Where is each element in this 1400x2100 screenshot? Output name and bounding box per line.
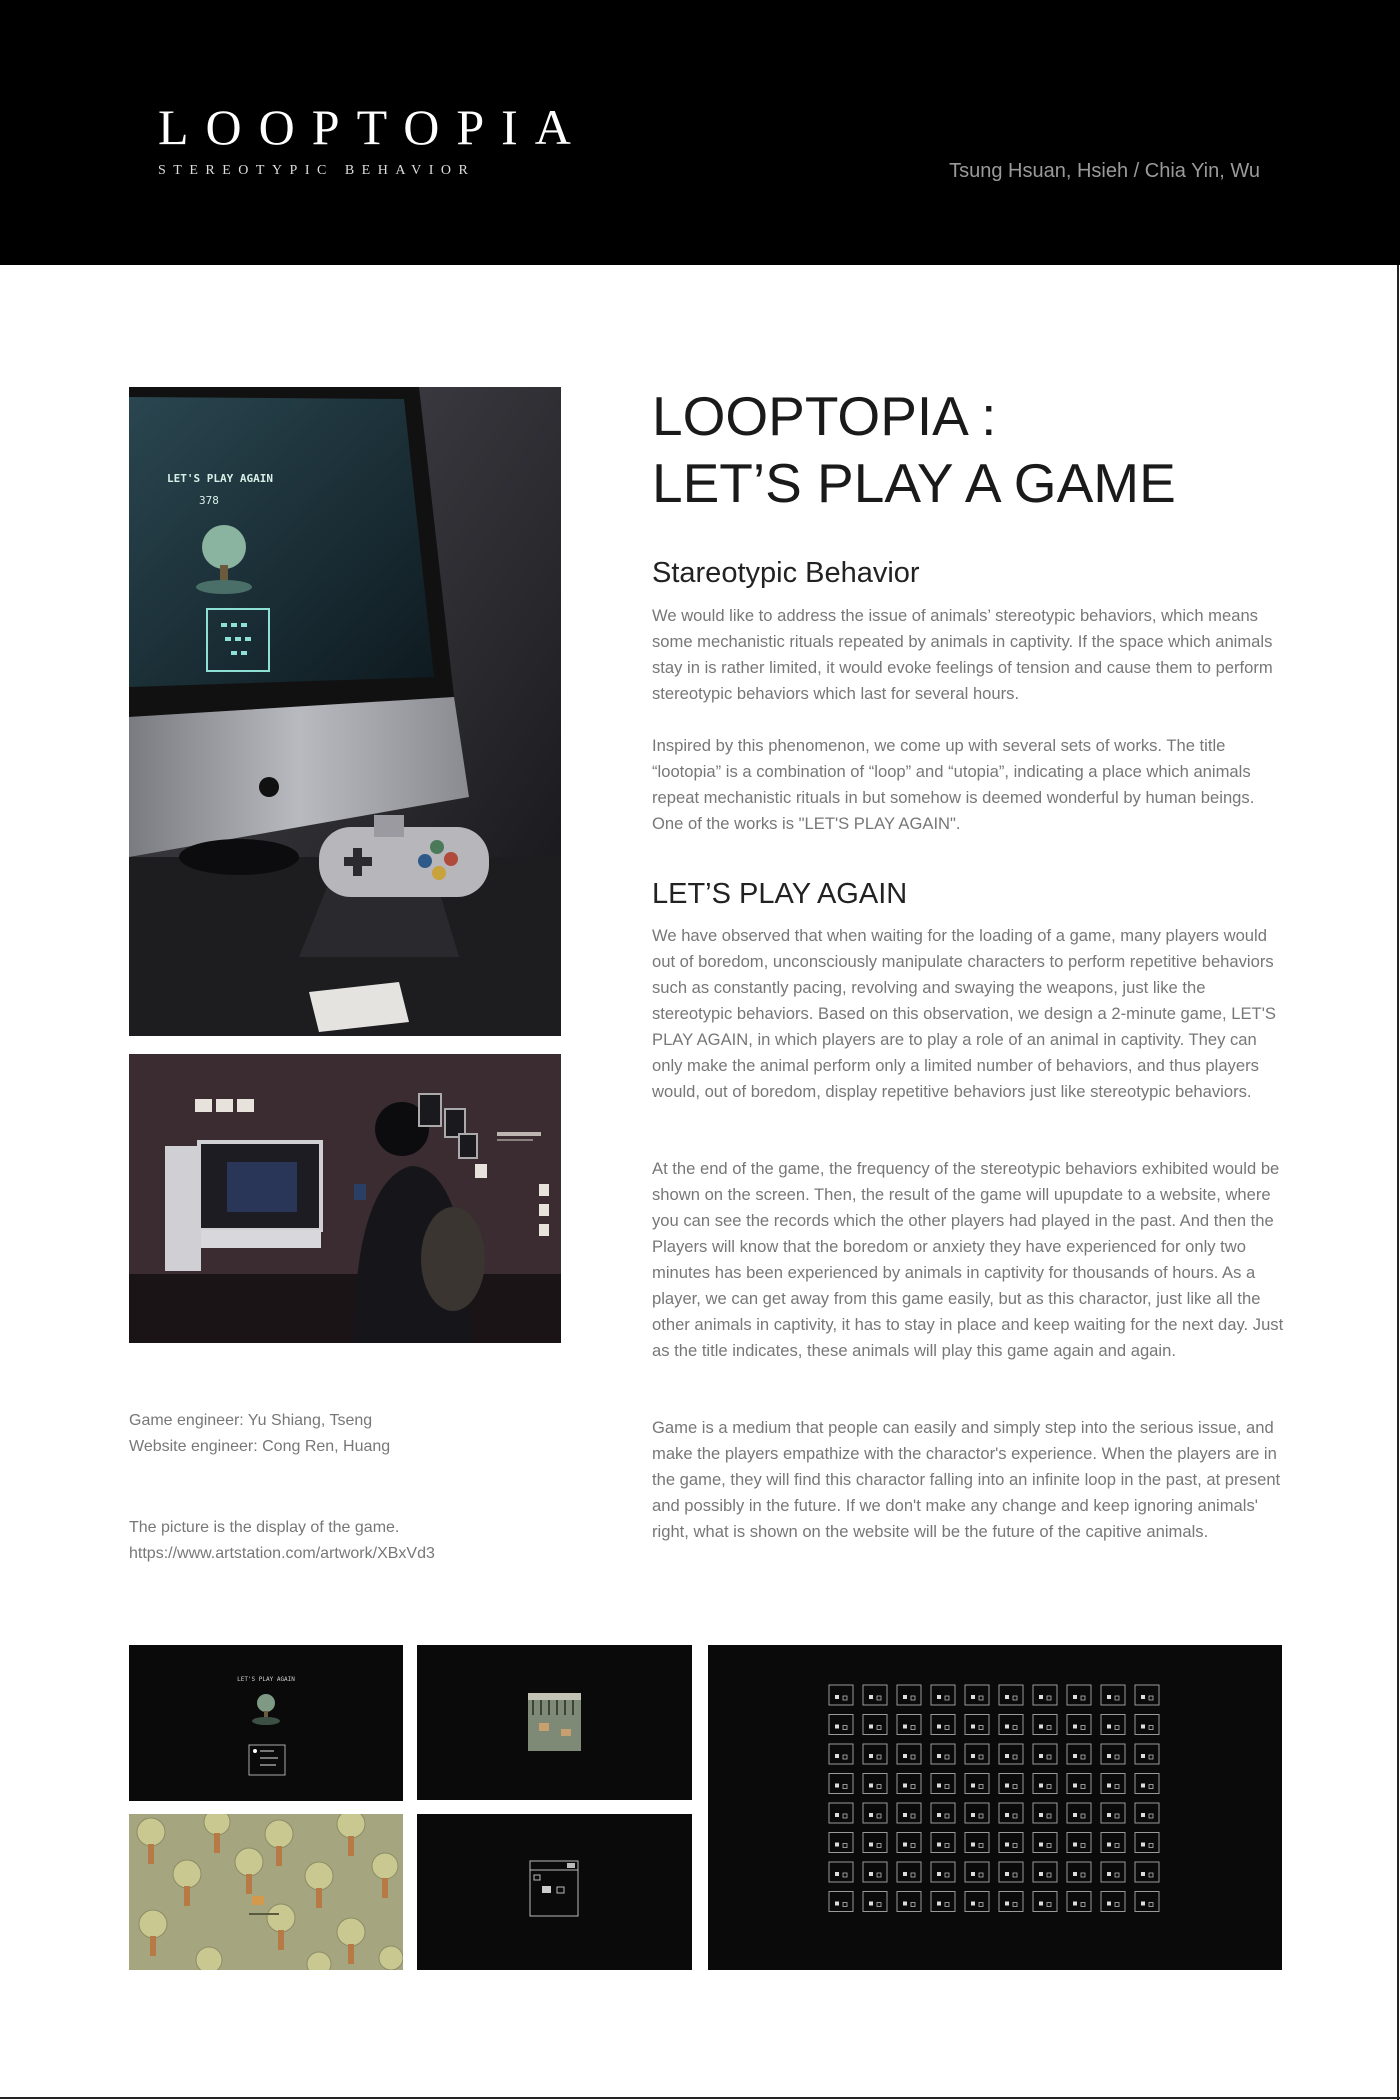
artstation-link[interactable]: https://www.artstation.com/artwork/XBxVd3 — [129, 1545, 435, 1562]
record-cell — [1135, 1715, 1159, 1735]
record-cell — [863, 1715, 887, 1735]
record-cell — [1033, 1685, 1057, 1705]
record-cell — [1033, 1715, 1057, 1735]
menu-window-illustration — [417, 1814, 692, 1970]
record-cell — [931, 1803, 955, 1823]
record-cell — [999, 1862, 1023, 1882]
record-cell — [999, 1774, 1023, 1794]
record-cell — [1101, 1862, 1125, 1882]
record-cell — [999, 1892, 1023, 1912]
record-cell — [863, 1685, 887, 1705]
record-cell — [829, 1862, 853, 1882]
record-cell — [999, 1833, 1023, 1853]
record-cell — [829, 1774, 853, 1794]
record-cell — [897, 1892, 921, 1912]
record-cell — [829, 1803, 853, 1823]
record-cell — [931, 1774, 955, 1794]
record-cell — [999, 1685, 1023, 1705]
record-cell — [1033, 1892, 1057, 1912]
paragraph-3: We have observed that when waiting for the loading of a game, many players would out of boredom, unconsciously manipulate characters to perform repetitive behaviors such as constantly pacing, revolving and swaying the weapons, just like the stereotypic behaviors. Based on this observation, we design a 2-minute game, LET'S PLAY AGAIN, in which players are to play a role of an animal in captivity. They can only make the animal perform only a limited number of behaviors, and thus players would, out of boredom, display repetitive behaviors just like stereotypic behaviors. — [652, 926, 1276, 1101]
title-line-2: LET’S PLAY A GAME — [652, 452, 1176, 514]
record-cell — [1135, 1833, 1159, 1853]
record-cell — [1033, 1803, 1057, 1823]
record-cell — [863, 1892, 887, 1912]
record-cell — [965, 1715, 989, 1735]
record-cell — [1135, 1774, 1159, 1794]
record-cell — [863, 1744, 887, 1764]
paragraph-1: We would like to address the issue of animals’ stereotypic behaviors, which means some mechanistic rituals repeated by animals in captivity. If the space which animals stay in is rather limited, it would evoke feelings of tension and cause them to perform stereotypic behaviors which last for several hours. — [652, 606, 1273, 703]
credits — [129, 1408, 390, 1460]
record-cell — [965, 1833, 989, 1853]
thumbnail-menu-window — [417, 1814, 692, 1970]
record-cell — [1033, 1833, 1057, 1853]
paragraph-2: Inspired by this phenomenon, we come up with several sets of works. The title “lootopia” is a combination of “loop” and “utopia”, indicating a place which animals repeat mechanistic rituals in but somehow is deemed wonderful by human beings. One of the works is "LET'S PLAY AGAIN". — [652, 736, 1255, 833]
photo-imac-controller — [129, 387, 561, 1036]
record-cell — [931, 1685, 955, 1705]
title-line-1: LOOPTOPIA : — [652, 385, 997, 447]
section-heading-lets-play-again: LET’S PLAY AGAIN — [652, 878, 908, 910]
record-cell — [863, 1862, 887, 1882]
record-cell — [863, 1803, 887, 1823]
caption-text: The picture is the display of the game. — [129, 1519, 400, 1536]
record-cell — [1067, 1715, 1091, 1735]
record-cell — [829, 1744, 853, 1764]
record-cell — [897, 1715, 921, 1735]
thumbnail-records-grid — [708, 1645, 1282, 1970]
record-cell — [999, 1715, 1023, 1735]
record-cell — [1101, 1715, 1125, 1735]
record-cell — [897, 1833, 921, 1853]
record-cell — [965, 1862, 989, 1882]
record-cell — [1067, 1774, 1091, 1794]
record-cell — [931, 1744, 955, 1764]
record-cell — [1101, 1892, 1125, 1912]
page-border-bottom — [0, 2097, 1400, 2099]
record-cell — [999, 1803, 1023, 1823]
photo-caption — [129, 1515, 435, 1567]
screen-title: LET'S PLAY AGAIN — [167, 472, 273, 485]
record-cell — [897, 1685, 921, 1705]
record-cell — [1135, 1803, 1159, 1823]
record-cell — [829, 1833, 853, 1853]
paragraph-4: At the end of the game, the frequency of the stereotypic behaviors exhibited would be shown on the screen. Then, the result of the game will upupdate to a website, where you can see the records which the other players had played in the past. And then the Players will know that the boredom or anxiety they have experienced for only two minutes has been experienced by animals in captivity for thousands of hours. As a player, we can get away from this game easily, but as this charactor, just like all the other animals in captivity, it has to stay in place and keep waiting for the next day. Just as the title indicates, these animals will play this game again and again. — [652, 1159, 1284, 1360]
record-cell — [999, 1744, 1023, 1764]
record-cell — [1135, 1744, 1159, 1764]
record-cell — [1067, 1862, 1091, 1882]
record-cell — [1067, 1833, 1091, 1853]
record-cell — [1067, 1892, 1091, 1912]
thumbnail-title-text: LET'S PLAY AGAIN — [237, 1676, 295, 1683]
record-cell — [1101, 1803, 1125, 1823]
record-cell — [1135, 1862, 1159, 1882]
record-cell — [1135, 1892, 1159, 1912]
screen-counter: 378 — [199, 494, 219, 507]
record-cell — [1033, 1744, 1057, 1764]
forest-pattern-illustration — [129, 1814, 403, 1970]
cage-scene-illustration — [417, 1645, 692, 1800]
record-cell — [965, 1774, 989, 1794]
page-title — [652, 383, 1176, 517]
photo-installation — [129, 1054, 561, 1343]
record-cell — [897, 1774, 921, 1794]
record-cell — [897, 1862, 921, 1882]
record-cell — [1101, 1833, 1125, 1853]
record-cell — [965, 1744, 989, 1764]
header-banner — [0, 0, 1400, 265]
record-cell — [965, 1892, 989, 1912]
record-cell — [931, 1833, 955, 1853]
record-cell — [829, 1685, 853, 1705]
records-grid-illustration — [708, 1645, 1282, 1970]
record-cell — [863, 1833, 887, 1853]
record-cell — [1067, 1685, 1091, 1705]
record-cell — [931, 1862, 955, 1882]
title-screen-illustration — [129, 1645, 403, 1801]
record-cell — [1033, 1774, 1057, 1794]
logo-subtitle: STEREOTYPIC BEHAVIOR — [158, 163, 476, 178]
thumbnail-forest-pattern — [129, 1814, 403, 1970]
logo-title: LOOPTOPIA — [158, 99, 588, 155]
record-cell — [1101, 1744, 1125, 1764]
record-cell — [1033, 1862, 1057, 1882]
record-cell — [965, 1685, 989, 1705]
credit-website-engineer: Website engineer: Cong Ren, Huang — [129, 1438, 391, 1455]
thumbnail-title-screen — [129, 1645, 403, 1801]
section-heading-stereotypic: Stareotypic Behavior — [652, 557, 920, 589]
authors: Tsung Hsuan, Hsieh / Chia Yin, Wu — [949, 160, 1260, 182]
record-cell — [829, 1892, 853, 1912]
paragraph-5: Game is a medium that people can easily and simply step into the serious issue, and make the players empathize with the charactor's experience. When the players are in the game, they will find this charactor falling into an infinite loop in the past, at present and possibly in the future. If we don't make any change and keep ignoring animals' right, what is shown on the website will be the future of the capitive animals. — [652, 1418, 1281, 1541]
record-cell — [931, 1715, 955, 1735]
photo-installation-illustration — [129, 1054, 561, 1343]
record-cell — [1067, 1744, 1091, 1764]
record-cell — [1101, 1685, 1125, 1705]
record-cell — [1067, 1803, 1091, 1823]
thumbnail-cage-scene — [417, 1645, 692, 1800]
record-cell — [863, 1774, 887, 1794]
record-cell — [897, 1744, 921, 1764]
photo-imac-illustration — [129, 387, 561, 1036]
credit-game-engineer: Game engineer: Yu Shiang, Tseng — [129, 1412, 373, 1429]
record-cell — [897, 1803, 921, 1823]
record-cell — [931, 1892, 955, 1912]
record-cell — [965, 1803, 989, 1823]
record-cell — [1135, 1685, 1159, 1705]
record-cell — [1101, 1774, 1125, 1794]
page-border-right — [1397, 265, 1399, 2100]
record-cell — [829, 1715, 853, 1735]
